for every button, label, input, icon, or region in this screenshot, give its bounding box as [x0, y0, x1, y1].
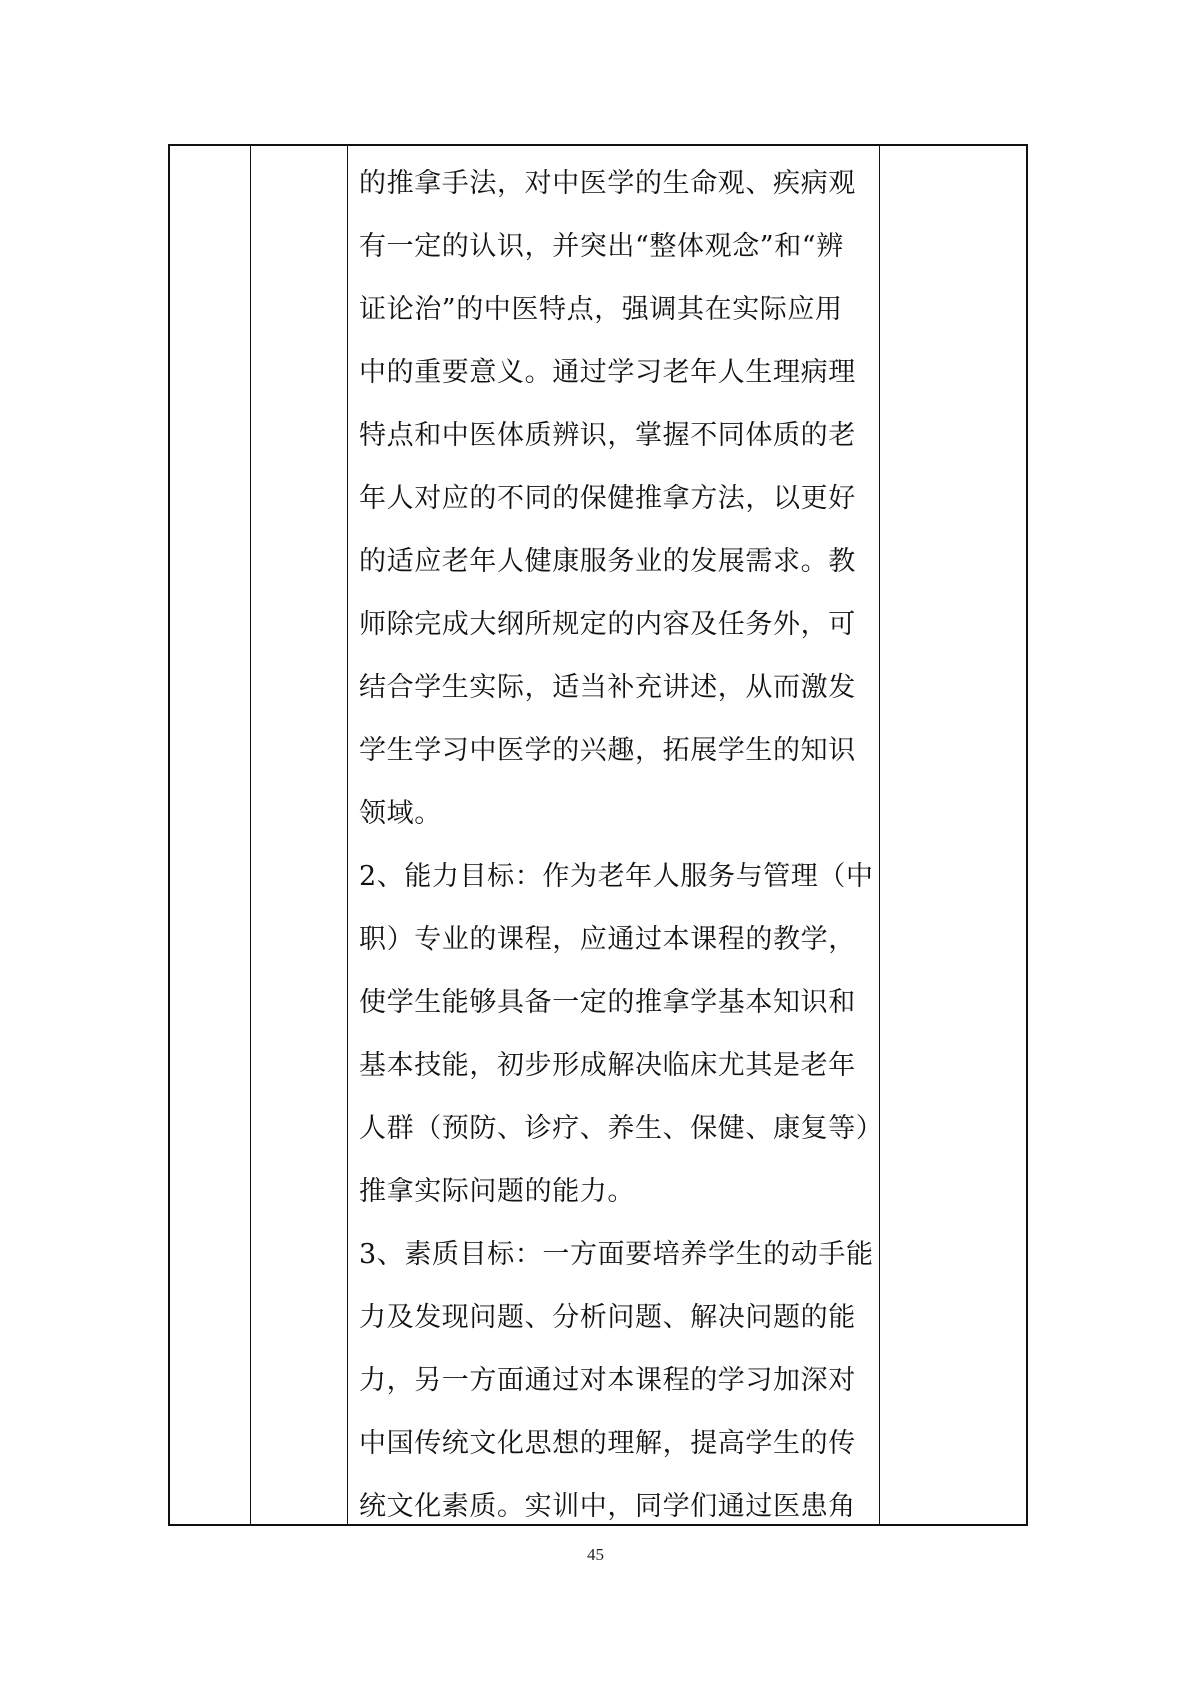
text-line: 特点和中医体质辨识，掌握不同体质的老: [359, 420, 856, 451]
text-line: 职）专业的课程，应通过本课程的教学，: [359, 924, 856, 955]
quality-objective-line: 3、素质目标：一方面要培养学生的动手能: [359, 1239, 874, 1270]
text-line: 中国传统文化思想的理解，提高学生的传: [359, 1428, 856, 1459]
text-line: 证论治”的中医特点，强调其在实际应用: [359, 294, 843, 325]
column-divider-3: [879, 146, 880, 1524]
text-line: 的推拿手法，对中医学的生命观、疾病观: [359, 168, 856, 199]
text-line: 结合学生实际，适当补充讲述，从而激发: [359, 672, 856, 703]
column-divider-1: [250, 146, 251, 1524]
text-line: 统文化素质。实训中，同学们通过医患角: [359, 1491, 856, 1522]
text-line: 力及发现问题、分析问题、解决问题的能: [359, 1302, 856, 1333]
text-line: 年人对应的不同的保健推拿方法，以更好: [359, 483, 856, 514]
text-line: 领域。: [359, 798, 442, 829]
text-line: 的适应老年人健康服务业的发展需求。教: [359, 546, 856, 577]
text-line: 有一定的认识，并突出“整体观念”和“辨: [359, 231, 844, 262]
ability-objective-line: 2、能力目标：作为老年人服务与管理（中: [359, 861, 874, 892]
text-line: 推拿实际问题的能力。: [359, 1176, 635, 1207]
text-line: 力，另一方面通过对本课程的学习加深对: [359, 1365, 856, 1396]
text-line: 学生学习中医学的兴趣，拓展学生的知识: [359, 735, 856, 766]
text-line: 基本技能，初步形成解决临床尤其是老年: [359, 1050, 856, 1081]
text-line: 中的重要意义。通过学习老年人生理病理: [359, 357, 856, 388]
page-number: 45: [587, 1545, 604, 1564]
objectives-content-cell: [347, 146, 884, 1524]
text-line: 人群（预防、诊疗、养生、保健、康复等）: [359, 1113, 884, 1144]
text-line: 使学生能够具备一定的推拿学基本知识和: [359, 987, 856, 1018]
text-line: 师除完成大纲所规定的内容及任务外，可: [359, 609, 856, 640]
course-table: [168, 144, 1028, 1526]
